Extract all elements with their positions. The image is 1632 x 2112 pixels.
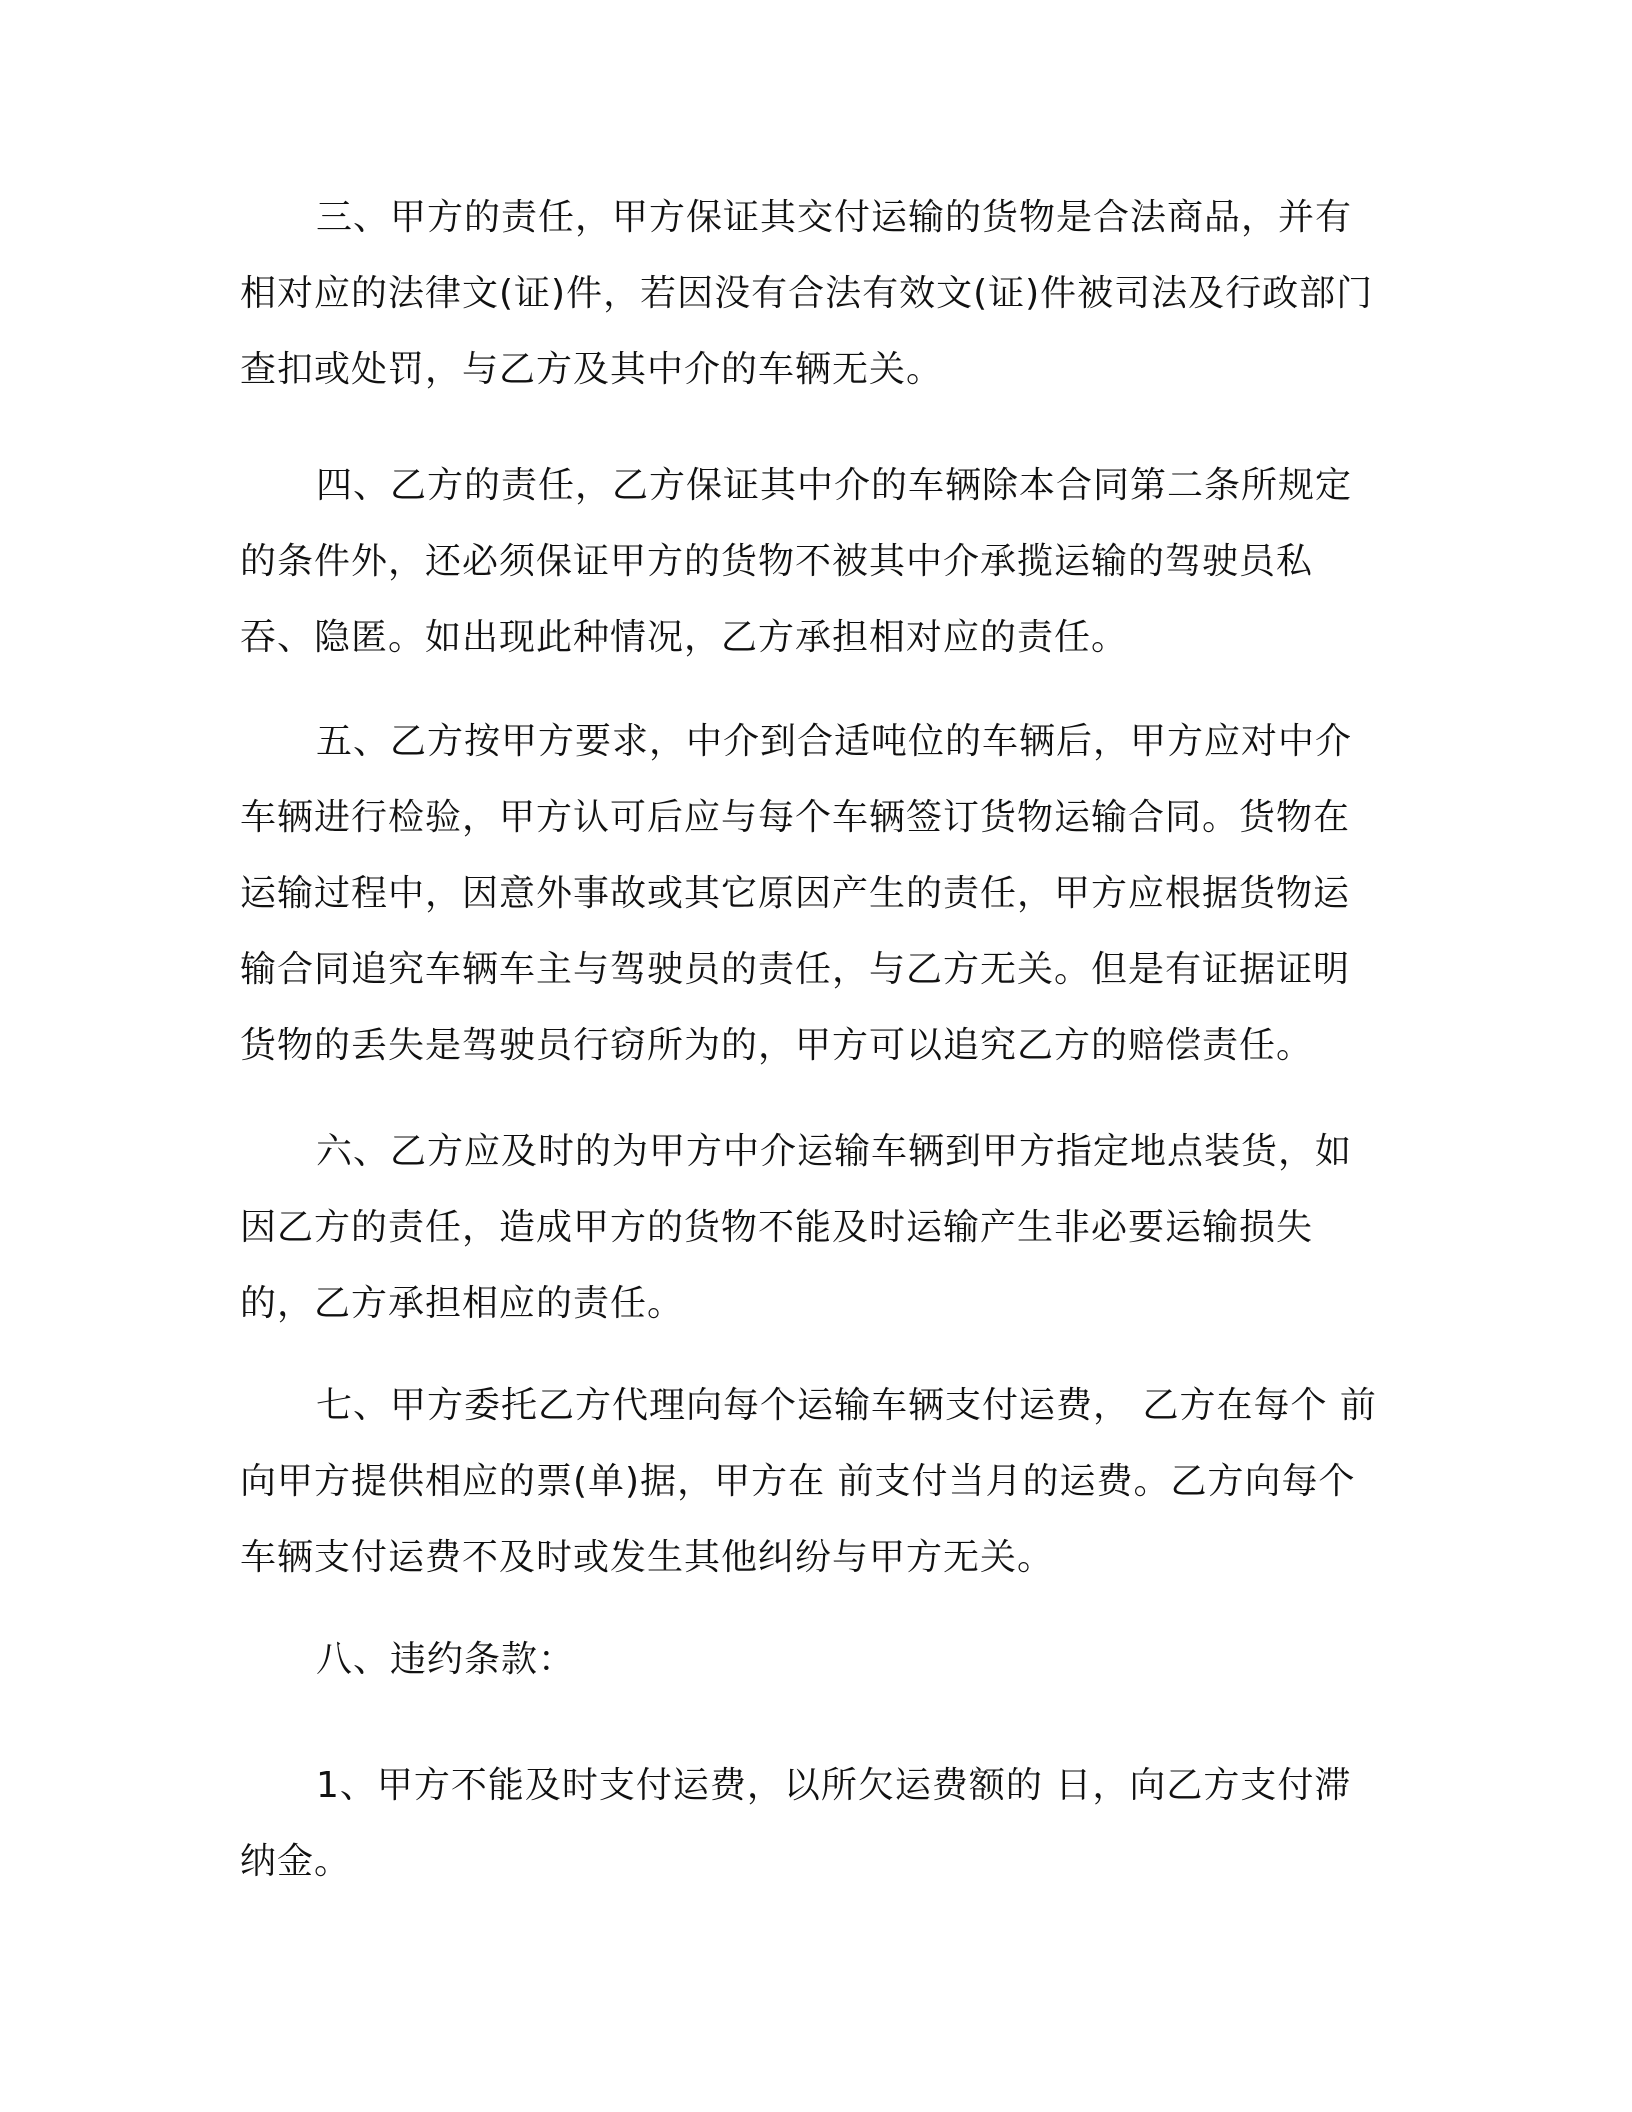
- clause-7-paragraph: 七、甲方委托乙方代理向每个运输车辆支付运费， 乙方在每个 前向甲方提供相应的票(单)据，甲方在 前支付当月的运费。乙方向每个车辆支付运费不及时或发生其他纠纷与甲方无关。: [240, 1385, 1377, 1578]
- clause-6-paragraph: 六、乙方应及时的为甲方中介运输车辆到甲方指定地点装货，如因乙方的责任，造成甲方的货物不能及时运输产生非必要运输损失的，乙方承担相应的责任。: [240, 1131, 1353, 1324]
- clause-8-item-1-paragraph: 1、甲方不能及时支付运费，以所欠运费额的 日，向乙方支付滞纳金。: [240, 1765, 1352, 1882]
- clause-3-paragraph: 三、甲方的责任，甲方保证其交付运输的货物是合法商品，并有相对应的法律文(证)件，若因没有合法有效文(证)件被司法及行政部门查扣或处罚，与乙方及其中介的车辆无关。: [240, 197, 1374, 390]
- clause-5-paragraph: 五、乙方按甲方要求，中介到合适吨位的车辆后，甲方应对中介车辆进行检验，甲方认可后应与每个车辆签订货物运输合同。货物在运输过程中，因意外事故或其它原因产生的责任，甲方应根据货物运输合同追究车辆车主与驾驶员的责任，与乙方无关。但是有证据证明货物的丢失是驾驶员行窃所为的，甲方可以追究乙方的赔偿责任。: [240, 721, 1353, 1066]
- clause-4-paragraph: 四、乙方的责任，乙方保证其中介的车辆除本合同第二条所规定的条件外，还必须保证甲方的货物不被其中介承揽运输的驾驶员私吞、隐匿。如出现此种情况，乙方承担相对应的责任。: [240, 465, 1353, 658]
- clause-8-heading: 八、违约条款：: [316, 1639, 576, 1680]
